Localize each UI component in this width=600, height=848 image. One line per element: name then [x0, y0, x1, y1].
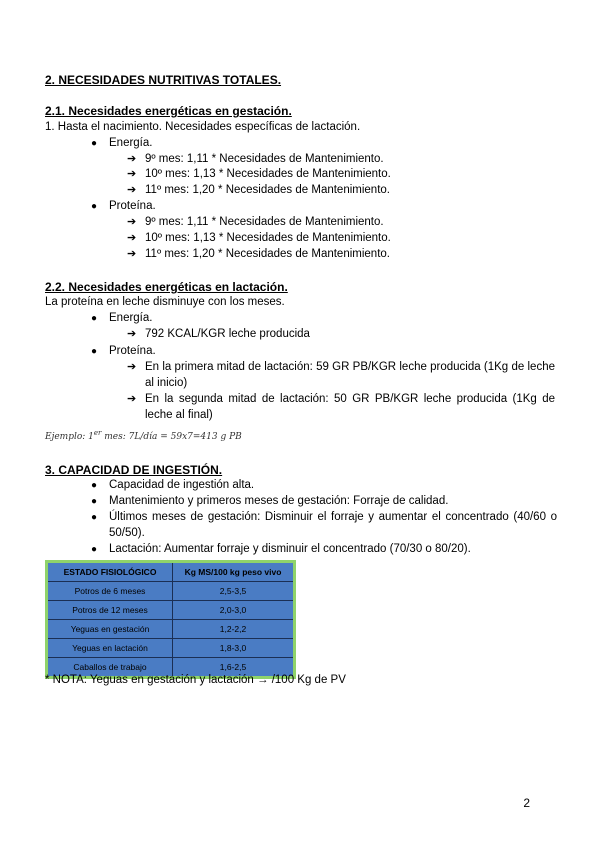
- arrow-icon: ➔: [127, 393, 137, 405]
- energia-label: Energía.: [109, 137, 153, 149]
- table-cell: 1,6-2,5: [173, 658, 295, 678]
- list-item: En la segunda mitad de lactación: 50 GR PB/KGR leche producida (1Kg de leche al final): [145, 393, 555, 421]
- bullet-icon: ●: [91, 138, 98, 149]
- section-2-title: 2. NECESIDADES NUTRITIVAS TOTALES.: [45, 73, 282, 87]
- handwritten-example: Ejemplo: 1er mes: 7L/día = 59x7=413 g PB: [45, 429, 242, 442]
- bullet-icon: ●: [91, 544, 98, 555]
- table-cell: Caballos de trabajo: [47, 658, 173, 678]
- arrow-icon: ➔: [127, 232, 137, 244]
- arrow-icon: ➔: [127, 328, 137, 340]
- list-item: Mantenimiento y primeros meses de gestación: Forraje de calidad.: [109, 495, 449, 507]
- list-item: 10º mes: 1,13 * Necesidades de Mantenimiento.: [145, 168, 391, 180]
- table-cell: 1,2-2,2: [173, 620, 295, 639]
- bullet-icon: ●: [91, 496, 98, 507]
- section-2-1-title: 2.1. Necesidades energéticas en gestación.: [45, 104, 292, 118]
- section-2-1-intro: 1. Hasta el nacimiento. Necesidades específicas de lactación.: [45, 121, 361, 133]
- energia-label: Energía.: [109, 312, 153, 324]
- arrow-icon: ➔: [127, 153, 137, 165]
- table-note: * NOTA: Yeguas en gestación y lactación → /100 Kg de PV: [45, 674, 346, 686]
- table-header: Kg MS/100 kg peso vivo: [173, 562, 295, 582]
- list-item: 10º mes: 1,13 * Necesidades de Mantenimiento.: [145, 232, 391, 244]
- arrow-icon: ➔: [127, 216, 137, 228]
- ingestion-table: [45, 560, 296, 679]
- table-cell: 2,0-3,0: [173, 601, 295, 620]
- bullet-icon: ●: [91, 512, 98, 523]
- table-cell: Yeguas en lactación: [47, 639, 173, 658]
- bullet-icon: ●: [91, 201, 98, 212]
- table-header: ESTADO FISIOLÓGICO: [47, 562, 173, 582]
- table-row: [47, 582, 295, 601]
- page-number: 2: [523, 796, 530, 810]
- arrow-icon: ➔: [127, 248, 137, 260]
- arrow-icon: ➔: [127, 168, 137, 180]
- list-item: Capacidad de ingestión alta.: [109, 479, 255, 491]
- proteina-label: Proteína.: [109, 200, 156, 212]
- section-2-2-intro: La proteína en leche disminuye con los meses.: [45, 296, 285, 308]
- section-3-title: 3. CAPACIDAD DE INGESTIÓN.: [45, 463, 223, 477]
- list-item: 9º mes: 1,11 * Necesidades de Mantenimiento.: [145, 216, 384, 228]
- list-item: 792 KCAL/KGR leche producida: [145, 328, 310, 340]
- list-item: 11º mes: 1,20 * Necesidades de Mantenimiento.: [145, 184, 390, 196]
- table-row: [47, 639, 295, 658]
- list-item: En la primera mitad de lactación: 59 GR PB/KGR leche producida (1Kg de leche al inicio): [145, 361, 555, 389]
- section-2-2-title: 2.2. Necesidades energéticas en lactación.: [45, 280, 288, 294]
- list-item: Lactación: Aumentar forraje y disminuir el concentrado (70/30 o 80/20).: [109, 543, 471, 555]
- table-cell: Yeguas en gestación: [47, 620, 173, 639]
- table-cell: 1,8-3,0: [173, 639, 295, 658]
- proteina-label: Proteína.: [109, 345, 156, 357]
- list-item: Últimos meses de gestación: Disminuir el forraje y aumentar el concentrado (40/60 o 50/50).: [109, 511, 557, 539]
- table-row: [47, 601, 295, 620]
- list-item: 9º mes: 1,11 * Necesidades de Mantenimiento.: [145, 153, 384, 165]
- table-row: [47, 620, 295, 639]
- arrow-icon: ➔: [127, 184, 137, 196]
- table-cell: Potros de 12 meses: [47, 601, 173, 620]
- arrow-icon: ➔: [127, 361, 137, 373]
- bullet-icon: ●: [91, 313, 98, 324]
- bullet-icon: ●: [91, 480, 98, 491]
- bullet-icon: ●: [91, 346, 98, 357]
- table-cell: 2,5-3,5: [173, 582, 295, 601]
- table-cell: Potros de 6 meses: [47, 582, 173, 601]
- table-header-row: [47, 562, 295, 582]
- list-item: 11º mes: 1,20 * Necesidades de Mantenimiento.: [145, 248, 390, 260]
